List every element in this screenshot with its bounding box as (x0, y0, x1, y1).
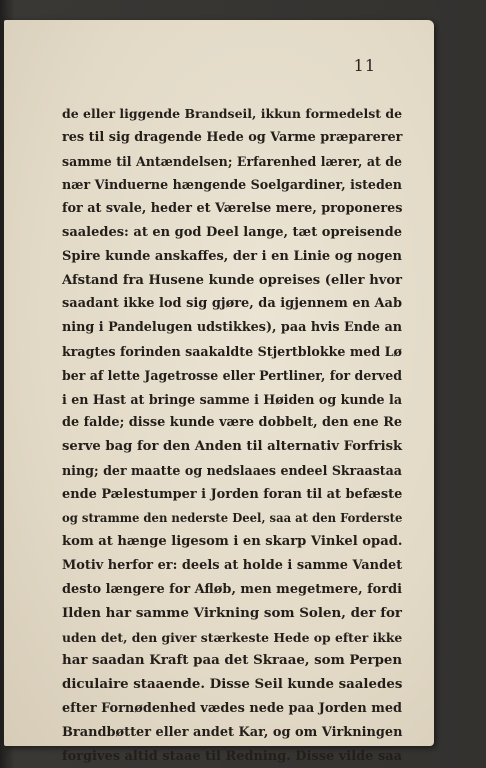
text-line: i en Hast at bringe samme i Høiden og kunde la (62, 391, 402, 407)
text-line: Afstand fra Husene kunde opreises (eller hvor (62, 272, 402, 288)
text-line: serve bag for den Anden til alternativ Forfrisk (62, 439, 403, 455)
text-line: nær Vinduerne hængende Soelgardiner, isteden (62, 177, 402, 193)
text-line: Spire kunde anskaffes, der i en Linie og nogen (62, 248, 402, 264)
body-text (62, 102, 402, 768)
text-line: ning; der maatte og nedslaaes endeel Skraastaa (62, 462, 402, 478)
text-line: har saadan Kraft paa det Skraae, som Perpen (62, 652, 403, 669)
page-sheet (4, 20, 434, 764)
text-line: Motiv herfor er: deels at holde i samme Vandet (62, 558, 403, 574)
text-line: og stramme den nederste Deel, saa at den Forderste (62, 510, 403, 525)
text-line: forgives altid staae til Redning. Disse vilde saa (62, 748, 402, 764)
text-line: de eller liggende Brandseil, ikkun formedelst de (62, 106, 403, 121)
text-line: uden det, den giver stærkeste Hede op efter ikke (62, 629, 403, 645)
text-line: saadant ikke lod sig gjøre, da igjennem en Aab (62, 296, 402, 312)
text-line: samme til Antændelsen; Erfarenhed lærer, at de (62, 153, 402, 169)
text-line: desto længere for Afløb, men megetmere, fordi (62, 581, 402, 597)
text-line: kom at hænge ligesom i en skarp Vinkel opad. (62, 534, 403, 550)
text-line: ende Pælestumper i Jorden foran til at befæste (62, 486, 403, 502)
text-line: res til sig dragende Hede og Varme præparerer (62, 129, 403, 145)
text-line: de falde; disse kunde være dobbelt, den ene Re (62, 415, 403, 431)
text-line: for at svale, heder et Værelse mere, proponeres (62, 201, 403, 217)
text-line: diculaire staaende. Disse Seil kunde saaledes (62, 676, 403, 693)
text-line: efter Fornødenhed vædes nede paa Jorden med (62, 700, 402, 716)
text-line: ber af lette Jagetrosse eller Pertliner, for derved (62, 367, 403, 383)
text-line: saaledes: at en god Deel lange, tæt opreisende (62, 224, 402, 240)
text-line: Ilden har samme Virkning som Solen, der for (62, 604, 402, 621)
text-line: Brandbøtter eller andet Kar, og om Virkningen (62, 724, 403, 740)
page-number: 11 (353, 56, 376, 75)
text-line: kragtes forinden saakaldte Stjertblokke med Lø (62, 343, 402, 359)
text-line: ning i Pandelugen udstikkes), paa hvis Ende an (62, 320, 403, 336)
